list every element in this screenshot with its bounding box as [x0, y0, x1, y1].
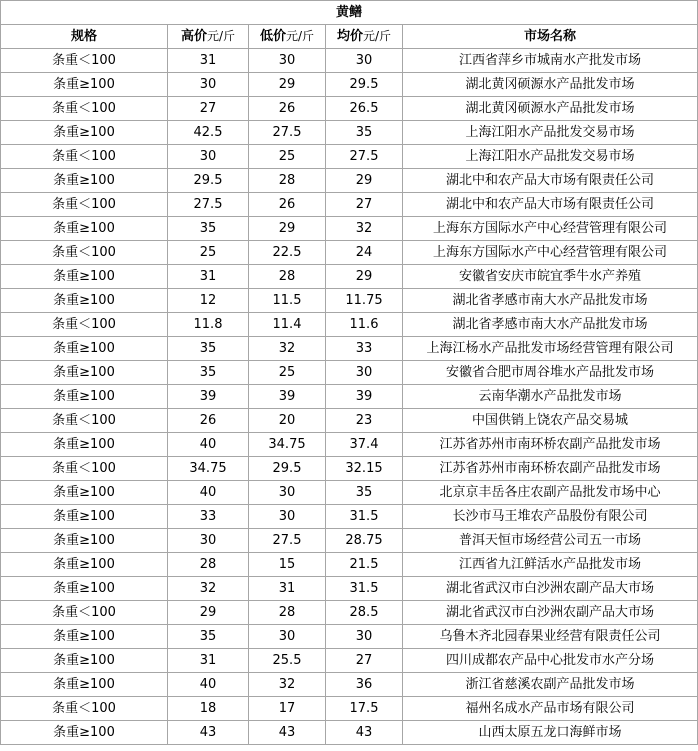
cell-market: 湖北中和农产品大市场有限责任公司 — [403, 193, 698, 217]
table-row — [1, 265, 698, 289]
cell-low: 30 — [249, 625, 326, 649]
cell-spec: 条重≥100 — [1, 361, 168, 385]
cell-low: 30 — [249, 49, 326, 73]
table-row — [1, 217, 698, 241]
cell-market: 湖北黄冈硕源水产品批发市场 — [403, 97, 698, 121]
cell-avg: 35 — [326, 481, 403, 505]
cell-market: 浙江省慈溪农副产品批发市场 — [403, 673, 698, 697]
cell-spec: 条重＜100 — [1, 97, 168, 121]
cell-spec: 条重≥100 — [1, 505, 168, 529]
table-row — [1, 73, 698, 97]
cell-high: 40 — [168, 481, 249, 505]
cell-market: 上海东方国际水产中心经营管理有限公司 — [403, 241, 698, 265]
cell-market: 江西省九江鲜活水产品批发市场 — [403, 553, 698, 577]
table-row — [1, 505, 698, 529]
cell-low: 27.5 — [249, 121, 326, 145]
cell-high: 30 — [168, 145, 249, 169]
cell-avg: 17.5 — [326, 697, 403, 721]
cell-market: 湖北省孝感市南大水产品批发市场 — [403, 313, 698, 337]
cell-market: 上海东方国际水产中心经营管理有限公司 — [403, 217, 698, 241]
cell-high: 25 — [168, 241, 249, 265]
cell-avg: 30 — [326, 49, 403, 73]
cell-high: 35 — [168, 361, 249, 385]
cell-high: 29 — [168, 601, 249, 625]
cell-avg: 11.6 — [326, 313, 403, 337]
cell-high: 35 — [168, 217, 249, 241]
cell-spec: 条重≥100 — [1, 649, 168, 673]
cell-avg: 29 — [326, 265, 403, 289]
cell-avg: 26.5 — [326, 97, 403, 121]
cell-low: 26 — [249, 193, 326, 217]
cell-avg: 21.5 — [326, 553, 403, 577]
cell-spec: 条重＜100 — [1, 601, 168, 625]
cell-market: 普洱天恒市场经营公司五一市场 — [403, 529, 698, 553]
cell-avg: 27 — [326, 193, 403, 217]
table-row — [1, 361, 698, 385]
table-row — [1, 433, 698, 457]
header-market: 市场名称 — [403, 25, 698, 49]
table-row — [1, 313, 698, 337]
cell-avg: 28.5 — [326, 601, 403, 625]
cell-avg: 27.5 — [326, 145, 403, 169]
cell-market: 四川成都农产品中心批发市水产分场 — [403, 649, 698, 673]
cell-avg: 43 — [326, 721, 403, 745]
table-row — [1, 721, 698, 745]
table-row — [1, 481, 698, 505]
cell-low: 29 — [249, 73, 326, 97]
cell-low: 11.5 — [249, 289, 326, 313]
cell-high: 43 — [168, 721, 249, 745]
cell-low: 27.5 — [249, 529, 326, 553]
cell-high: 30 — [168, 73, 249, 97]
cell-high: 31 — [168, 49, 249, 73]
cell-low: 22.5 — [249, 241, 326, 265]
cell-high: 29.5 — [168, 169, 249, 193]
table-body — [1, 49, 698, 745]
cell-low: 30 — [249, 505, 326, 529]
cell-low: 25 — [249, 145, 326, 169]
cell-spec: 条重＜100 — [1, 193, 168, 217]
table-row — [1, 241, 698, 265]
cell-low: 28 — [249, 601, 326, 625]
cell-spec: 条重≥100 — [1, 673, 168, 697]
cell-high: 27 — [168, 97, 249, 121]
cell-spec: 条重≥100 — [1, 577, 168, 601]
table-row — [1, 97, 698, 121]
cell-avg: 23 — [326, 409, 403, 433]
table-row — [1, 673, 698, 697]
cell-low: 39 — [249, 385, 326, 409]
cell-low: 29.5 — [249, 457, 326, 481]
cell-low: 17 — [249, 697, 326, 721]
title-row — [1, 1, 698, 25]
cell-spec: 条重≥100 — [1, 169, 168, 193]
cell-market: 安徽省安庆市皖宜季牛水产养殖 — [403, 265, 698, 289]
cell-high: 33 — [168, 505, 249, 529]
cell-low: 32 — [249, 673, 326, 697]
cell-avg: 29.5 — [326, 73, 403, 97]
table-row — [1, 145, 698, 169]
cell-high: 42.5 — [168, 121, 249, 145]
unit-label: 元/斤 — [285, 29, 315, 43]
cell-low: 43 — [249, 721, 326, 745]
cell-spec: 条重≥100 — [1, 73, 168, 97]
cell-low: 15 — [249, 553, 326, 577]
cell-high: 32 — [168, 577, 249, 601]
header-high: 高价元/斤 — [168, 25, 249, 49]
cell-spec: 条重≥100 — [1, 481, 168, 505]
cell-market: 上海江杨水产品批发市场经营管理有限公司 — [403, 337, 698, 361]
cell-spec: 条重＜100 — [1, 241, 168, 265]
cell-avg: 24 — [326, 241, 403, 265]
cell-high: 39 — [168, 385, 249, 409]
cell-spec: 条重≥100 — [1, 553, 168, 577]
cell-spec: 条重≥100 — [1, 625, 168, 649]
cell-avg: 29 — [326, 169, 403, 193]
cell-market: 上海江阳水产品批发交易市场 — [403, 121, 698, 145]
table-row — [1, 649, 698, 673]
cell-high: 35 — [168, 625, 249, 649]
cell-market: 湖北省武汉市白沙洲农副产品大市场 — [403, 577, 698, 601]
cell-market: 中国供销上饶农产品交易城 — [403, 409, 698, 433]
table-row — [1, 697, 698, 721]
table-row — [1, 337, 698, 361]
cell-low: 32 — [249, 337, 326, 361]
table-row — [1, 625, 698, 649]
cell-high: 40 — [168, 673, 249, 697]
cell-avg: 28.75 — [326, 529, 403, 553]
table-row — [1, 169, 698, 193]
cell-low: 20 — [249, 409, 326, 433]
cell-market: 湖北黄冈硕源水产品批发市场 — [403, 73, 698, 97]
table-row — [1, 577, 698, 601]
unit-label: 元/斤 — [362, 29, 392, 43]
cell-low: 11.4 — [249, 313, 326, 337]
cell-spec: 条重≥100 — [1, 385, 168, 409]
table-row — [1, 193, 698, 217]
header-avg: 均价元/斤 — [326, 25, 403, 49]
cell-low: 30 — [249, 481, 326, 505]
cell-avg: 30 — [326, 361, 403, 385]
cell-avg: 27 — [326, 649, 403, 673]
cell-market: 乌鲁木齐北园春果业经营有限责任公司 — [403, 625, 698, 649]
cell-avg: 32 — [326, 217, 403, 241]
table-row — [1, 49, 698, 73]
cell-high: 27.5 — [168, 193, 249, 217]
cell-market: 北京京丰岳各庄农副产品批发市场中心 — [403, 481, 698, 505]
cell-market: 湖北省武汉市白沙洲农副产品大市场 — [403, 601, 698, 625]
cell-low: 25 — [249, 361, 326, 385]
cell-high: 12 — [168, 289, 249, 313]
cell-high: 26 — [168, 409, 249, 433]
table-title: 黄鳝 — [1, 1, 698, 25]
cell-spec: 条重＜100 — [1, 457, 168, 481]
cell-avg: 39 — [326, 385, 403, 409]
cell-high: 31 — [168, 649, 249, 673]
cell-market: 湖北中和农产品大市场有限责任公司 — [403, 169, 698, 193]
unit-label: 元/斤 — [206, 29, 236, 43]
cell-market: 福州名成水产品市场有限公司 — [403, 697, 698, 721]
table-row — [1, 457, 698, 481]
cell-high: 35 — [168, 337, 249, 361]
cell-high: 34.75 — [168, 457, 249, 481]
cell-market: 江苏省苏州市南环桥农副产品批发市场 — [403, 457, 698, 481]
cell-low: 34.75 — [249, 433, 326, 457]
cell-market: 江西省萍乡市城南水产批发市场 — [403, 49, 698, 73]
cell-spec: 条重＜100 — [1, 409, 168, 433]
cell-high: 28 — [168, 553, 249, 577]
cell-spec: 条重≥100 — [1, 721, 168, 745]
cell-spec: 条重＜100 — [1, 49, 168, 73]
cell-spec: 条重＜100 — [1, 313, 168, 337]
table-row — [1, 121, 698, 145]
cell-spec: 条重≥100 — [1, 289, 168, 313]
cell-high: 40 — [168, 433, 249, 457]
cell-spec: 条重＜100 — [1, 697, 168, 721]
cell-spec: 条重＜100 — [1, 145, 168, 169]
cell-avg: 11.75 — [326, 289, 403, 313]
table-row — [1, 553, 698, 577]
table-row — [1, 289, 698, 313]
cell-high: 11.8 — [168, 313, 249, 337]
cell-avg: 31.5 — [326, 577, 403, 601]
table-row — [1, 529, 698, 553]
cell-high: 31 — [168, 265, 249, 289]
cell-avg: 33 — [326, 337, 403, 361]
cell-avg: 30 — [326, 625, 403, 649]
cell-market: 长沙市马王堆农产品股份有限公司 — [403, 505, 698, 529]
cell-market: 上海江阳水产品批发交易市场 — [403, 145, 698, 169]
cell-spec: 条重≥100 — [1, 265, 168, 289]
cell-low: 28 — [249, 265, 326, 289]
cell-market: 山西太原五龙口海鲜市场 — [403, 721, 698, 745]
cell-avg: 36 — [326, 673, 403, 697]
cell-spec: 条重≥100 — [1, 121, 168, 145]
cell-spec: 条重≥100 — [1, 529, 168, 553]
table-row — [1, 385, 698, 409]
cell-market: 安徽省合肥市周谷堆水产品批发市场 — [403, 361, 698, 385]
cell-market: 云南华潮水产品批发市场 — [403, 385, 698, 409]
cell-low: 29 — [249, 217, 326, 241]
cell-spec: 条重≥100 — [1, 217, 168, 241]
table-row — [1, 601, 698, 625]
cell-low: 26 — [249, 97, 326, 121]
cell-high: 18 — [168, 697, 249, 721]
cell-spec: 条重≥100 — [1, 433, 168, 457]
cell-high: 30 — [168, 529, 249, 553]
table-row — [1, 409, 698, 433]
header-row — [1, 25, 698, 49]
cell-market: 江苏省苏州市南环桥农副产品批发市场 — [403, 433, 698, 457]
cell-market: 湖北省孝感市南大水产品批发市场 — [403, 289, 698, 313]
cell-avg: 32.15 — [326, 457, 403, 481]
cell-avg: 31.5 — [326, 505, 403, 529]
cell-low: 28 — [249, 169, 326, 193]
cell-spec: 条重≥100 — [1, 337, 168, 361]
cell-low: 31 — [249, 577, 326, 601]
cell-avg: 35 — [326, 121, 403, 145]
cell-avg: 37.4 — [326, 433, 403, 457]
header-low: 低价元/斤 — [249, 25, 326, 49]
cell-low: 25.5 — [249, 649, 326, 673]
header-spec: 规格 — [1, 25, 168, 49]
